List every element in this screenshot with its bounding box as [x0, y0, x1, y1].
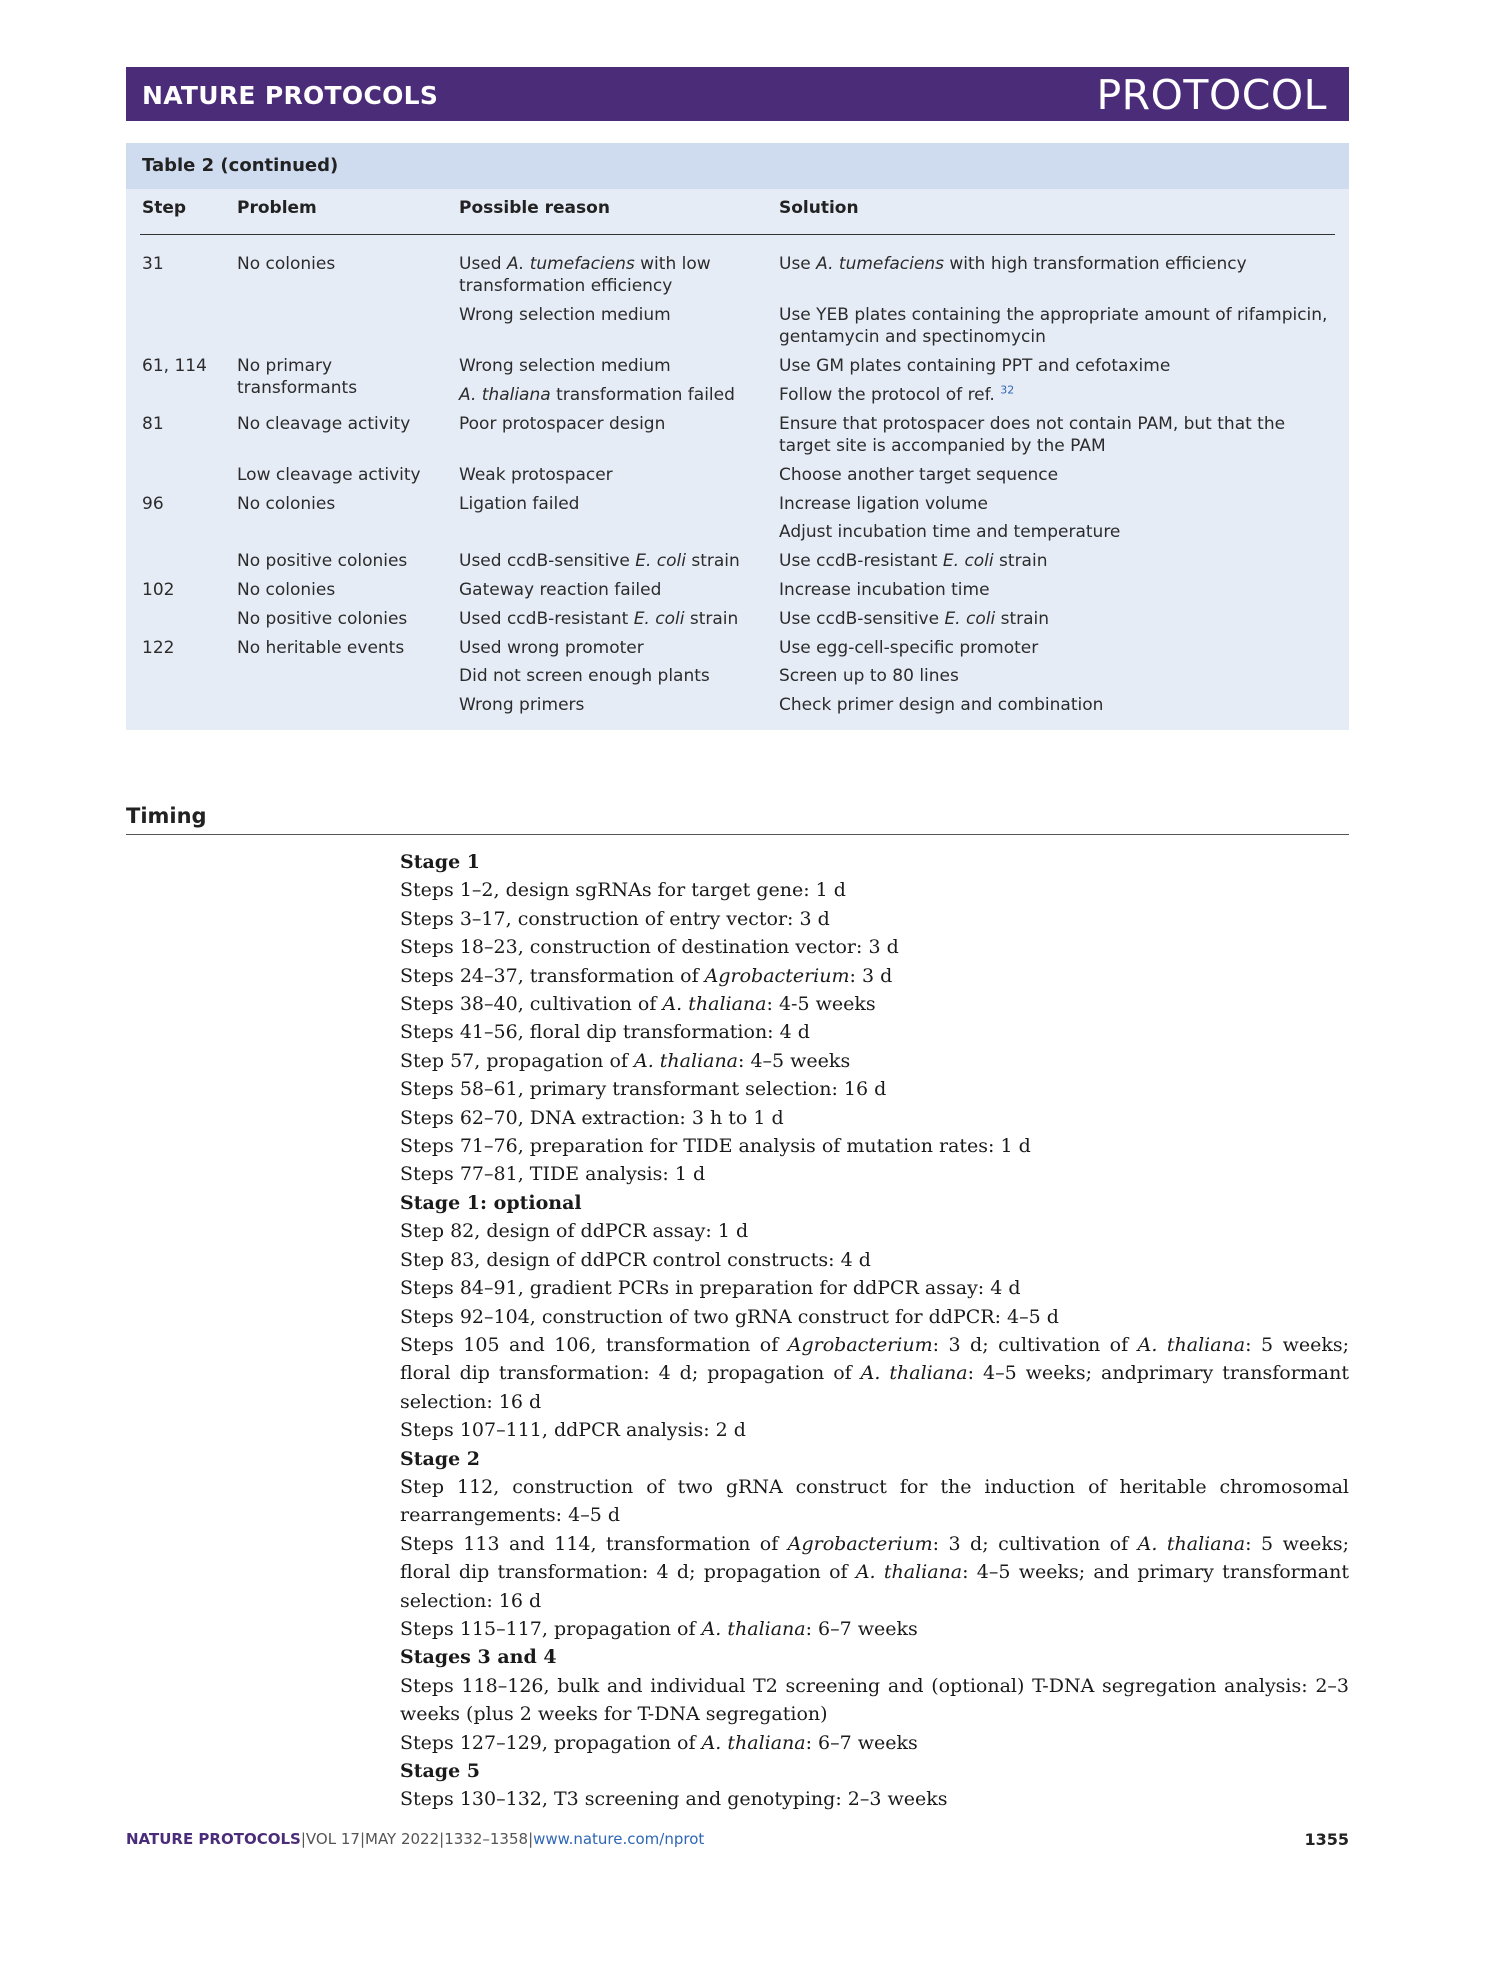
text-run: strain — [995, 609, 1050, 629]
table-cell-problem: No heritable events — [237, 638, 405, 658]
text-run: : 4-5 weeks — [766, 993, 876, 1016]
table-cell-solution: Check primer design and combination — [779, 695, 1104, 715]
column-header-step: Step — [142, 198, 187, 218]
table-cell-reason: Gateway reaction failed — [459, 580, 662, 600]
italic-term: A. thaliana — [1137, 1333, 1246, 1356]
table-cell-problem: No positive colonies — [237, 609, 408, 629]
stage-heading: Stages 3 and 4 — [400, 1646, 557, 1669]
text-run: Use ccdB-resistant — [779, 551, 943, 571]
table-cell-solution: Increase incubation time — [779, 580, 990, 600]
footer-pages: 1332–1358 — [444, 1830, 529, 1848]
footer-url-link[interactable]: www.nature.com/nprot — [533, 1830, 705, 1848]
italic-term: A. thaliana — [662, 993, 767, 1016]
italic-term: E. coli — [944, 609, 996, 629]
text-run: : 6–7 weeks — [805, 1731, 918, 1754]
italic-term: A. tumefaciens — [816, 254, 944, 274]
timing-line: Steps 1–2, design sgRNAs for target gene: 1 d — [400, 879, 846, 902]
table-cell-reason: Wrong selection medium — [459, 356, 671, 376]
table-cell-solution: Increase ligation volume — [779, 494, 988, 514]
timing-line: Steps 118–126, bulk and individual T2 screening and (optional) T-DNA segregation analysis: 2–3 weeks (plus 2 weeks for T-DNA segregation) — [400, 1674, 1349, 1726]
table-cell-solution: Use GM plates containing PPT and cefotaxime — [779, 356, 1171, 376]
text-run: transformation failed — [550, 385, 735, 405]
italic-term: E. coli — [633, 609, 685, 629]
timing-line — [400, 1729, 1349, 1757]
table-cell-step: 122 — [142, 638, 175, 658]
table-cell-problem: No colonies — [237, 580, 336, 600]
text-run: : 3 d; cultivation of — [932, 1333, 1138, 1356]
italic-term: A. thaliana — [855, 1561, 963, 1584]
table-cell-step: 96 — [142, 494, 164, 514]
text-run: Steps 127–129, propagation of — [400, 1731, 702, 1754]
table-cell-problem: Low cleavage activity — [237, 465, 421, 485]
text-run: Use ccdB-sensitive — [779, 609, 945, 629]
text-run: : 4–5 weeks — [738, 1049, 851, 1072]
timing-line — [400, 1530, 1349, 1615]
stage-heading: Stage 2 — [400, 1447, 481, 1470]
reference-link[interactable]: 32 — [1000, 383, 1015, 397]
timing-line: Steps 41–56, floral dip transformation: 4 d — [400, 1021, 810, 1044]
timing-line: Steps 84–91, gradient PCRs in preparation for ddPCR assay: 4 d — [400, 1277, 1021, 1300]
text-run: : 3 d; cultivation of — [932, 1532, 1138, 1555]
timing-line — [400, 1047, 1349, 1075]
text-run: Used — [459, 254, 507, 274]
journal-header-bar — [126, 67, 1349, 121]
text-run: Use — [779, 254, 817, 274]
table-caption — [126, 143, 1349, 189]
troubleshooting-table — [126, 143, 1349, 730]
text-run: : 5 weeks; floral dip transformation: 4 d; propagation of — [400, 1333, 1349, 1385]
table-cell-solution: Choose another target sequence — [779, 465, 1059, 485]
footer-separator: | — [359, 1830, 365, 1848]
italic-term: A. thaliana — [633, 1049, 739, 1072]
text-run: strain — [685, 551, 740, 571]
article-type-label: PROTOCOL — [1096, 71, 1327, 119]
timing-line: Steps 77–81, TIDE analysis: 1 d — [400, 1163, 706, 1186]
timing-line: Steps 58–61, primary transformant selection: 16 d — [400, 1078, 887, 1101]
italic-term: E. coli — [942, 551, 994, 571]
text-run: : 4–5 weeks; and primary transformant selection: 16 d — [400, 1561, 1349, 1612]
table-cell-solution: Screen up to 80 lines — [779, 666, 959, 686]
text-run: with low transformation efficiency — [459, 254, 711, 296]
page-number: 1355 — [1304, 1830, 1349, 1849]
text-run: Steps 24–37, transformation of — [400, 964, 705, 987]
table-cell-problem: No colonies — [237, 254, 336, 274]
table-header-rule — [140, 234, 1335, 235]
page-footer — [126, 1830, 704, 1848]
text-run: : 4–5 weeks; andprimary transformant selection: 16 d — [400, 1362, 1350, 1413]
timing-section-rule — [126, 834, 1349, 835]
timing-line: Steps 107–111, ddPCR analysis: 2 d — [400, 1419, 746, 1442]
table-cell-problem: No primary transformants — [237, 356, 358, 398]
table-cell-reason — [459, 550, 769, 572]
text-run: strain — [684, 609, 739, 629]
timing-line: Step 82, design of ddPCR assay: 1 d — [400, 1220, 749, 1243]
table-cell-solution: Ensure that protospacer does not contain PAM, but that the target site is accompanied by the PAM — [779, 414, 1286, 456]
journal-name: NATURE PROTOCOLS — [142, 81, 439, 110]
table-cell-reason — [459, 384, 769, 406]
timing-line: Steps 62–70, DNA extraction: 3 h to 1 d — [400, 1106, 784, 1129]
table-cell-solution — [779, 608, 1339, 630]
italic-term: A. tumefaciens — [506, 254, 635, 274]
footer-volume: VOL 17 — [305, 1830, 360, 1848]
footer-separator: | — [300, 1830, 306, 1848]
footer-date: MAY 2022 — [365, 1830, 440, 1848]
stage-heading: Stage 1 — [400, 851, 481, 873]
footer-separator: | — [528, 1830, 534, 1848]
table-cell-solution: Use egg-cell-specific promoter — [779, 638, 1039, 658]
timing-line: Steps 71–76, preparation for TIDE analysis of mutation rates: 1 d — [400, 1135, 1031, 1158]
timing-list — [400, 848, 1349, 1814]
text-run: : 5 weeks; floral dip transformation: 4 d; propagation of — [400, 1532, 1349, 1584]
timing-line: Steps 3–17, construction of entry vector: 3 d — [400, 907, 830, 930]
table-cell-solution — [779, 253, 1339, 275]
footer-journal: NATURE PROTOCOLS — [126, 1830, 301, 1848]
table-cell-step: 61, 114 — [142, 356, 207, 376]
timing-line: Steps 92–104, construction of two gRNA construct for ddPCR: 4–5 d — [400, 1305, 1059, 1328]
stage-heading: Stage 1: optional — [400, 1191, 582, 1214]
column-header-reason: Possible reason — [459, 198, 610, 218]
text-run: Step 57, propagation of — [400, 1049, 634, 1072]
table-cell-reason: Wrong primers — [459, 695, 585, 715]
italic-term: Agrobacterium — [787, 1532, 933, 1555]
timing-line: Step 83, design of ddPCR control constructs: 4 d — [400, 1248, 871, 1271]
table-cell-reason: Did not screen enough plants — [459, 666, 710, 686]
text-run: with high transformation efficiency — [943, 254, 1247, 274]
text-run: : 3 d — [849, 964, 893, 987]
table-cell-step: 102 — [142, 580, 175, 600]
table-cell-reason: Wrong selection medium — [459, 305, 671, 325]
table-cell-solution: Use YEB plates containing the appropriate amount of rifampicin, gentamycin and spectinomycin — [779, 305, 1328, 347]
text-run: : 6–7 weeks — [805, 1617, 918, 1640]
column-header-problem: Problem — [237, 198, 317, 218]
text-run: Steps 38–40, cultivation of — [400, 993, 663, 1016]
table-caption-text: Table 2 (continued) — [142, 155, 339, 176]
timing-line — [400, 962, 1349, 990]
text-run: Used ccdB-resistant — [459, 609, 634, 629]
table-cell-problem: No positive colonies — [237, 551, 408, 571]
table-cell-reason: Ligation failed — [459, 494, 580, 514]
table-cell-reason: Used wrong promoter — [459, 638, 644, 658]
text-run: Follow the protocol of ref. — [779, 385, 995, 405]
table-cell-reason — [459, 253, 769, 297]
timing-line: Steps 18–23, construction of destination vector: 3 d — [400, 936, 899, 959]
table-cell-solution — [779, 550, 1339, 572]
text-run: strain — [993, 551, 1048, 571]
timing-line — [400, 1331, 1349, 1416]
stage-heading: Stage 5 — [400, 1760, 481, 1782]
timing-section-title: Timing — [126, 804, 207, 828]
text-run: Steps 115–117, propagation of — [400, 1617, 702, 1640]
table-cell-reason: Poor protospacer design — [459, 414, 666, 434]
table-cell-step: 31 — [142, 254, 164, 274]
timing-line — [400, 990, 1349, 1018]
table-cell-step: 81 — [142, 414, 164, 434]
italic-term: E. coli — [635, 551, 686, 571]
text-run: Used ccdB-sensitive — [459, 551, 636, 571]
italic-term: Agrobacterium — [787, 1333, 933, 1356]
column-header-solution: Solution — [779, 198, 859, 218]
text-run: Steps 105 and 106, transformation of — [400, 1333, 788, 1356]
table-cell-reason — [459, 608, 769, 630]
italic-term: A. thaliana — [701, 1617, 806, 1640]
timing-line — [400, 1615, 1349, 1643]
table-cell-problem: No cleavage activity — [237, 414, 411, 434]
italic-term: A. thaliana — [1137, 1532, 1246, 1555]
italic-term: A. thaliana — [459, 385, 551, 405]
table-cell-solution: Adjust incubation time and temperature — [779, 522, 1121, 542]
italic-term: Agrobacterium — [704, 964, 850, 987]
text-run: Steps 113 and 114, transformation of — [400, 1532, 788, 1555]
timing-line: Step 112, construction of two gRNA construct for the induction of heritable chromosomal rearrangements: 4–5 d — [400, 1475, 1349, 1527]
footer-separator: | — [439, 1830, 445, 1848]
italic-term: A. thaliana — [701, 1731, 806, 1754]
table-cell-problem: No colonies — [237, 494, 336, 514]
timing-line: Steps 130–132, T3 screening and genotyping: 2–3 weeks — [400, 1788, 948, 1811]
table-cell-solution — [779, 384, 1339, 406]
italic-term: A. thaliana — [860, 1362, 968, 1385]
table-cell-reason: Weak protospacer — [459, 465, 613, 485]
